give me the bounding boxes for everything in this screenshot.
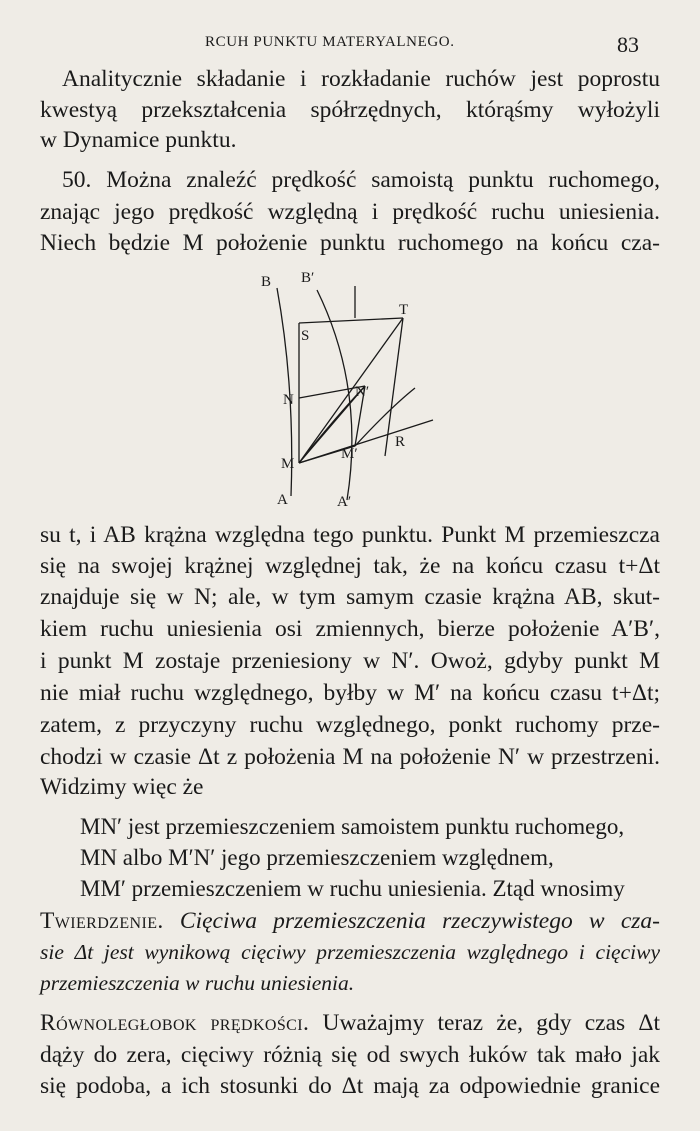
label-r: R bbox=[395, 434, 406, 450]
definition-line: MM′ przemieszczeniem w ruchu uniesienia. Ztąd wnosimy bbox=[80, 876, 625, 901]
label-n-prime: N′ bbox=[355, 384, 370, 400]
definition-line: MN albo M′N′ jego przemieszczeniem względnem, bbox=[80, 845, 554, 870]
theorem-line-2: sie Δt jest wynikową cięciwy przemieszczenia względnego i cięciwy bbox=[40, 940, 660, 964]
text-line: 50. Można znaleźć prędkość samoistą punktu ruchomego, bbox=[62, 167, 660, 193]
parallelogram-label: Równoległobok prędkości. bbox=[40, 1010, 310, 1036]
text-line: zatem, z przyczyny ruchu względnego, ponkt ruchomy prze- bbox=[40, 712, 660, 738]
theorem-label: Twierdzenie. bbox=[40, 908, 164, 934]
text-line: Analitycznie składanie i rozkładanie ruchów jest poprostu bbox=[62, 66, 660, 92]
label-a: A bbox=[277, 492, 288, 508]
line-s-t bbox=[299, 318, 403, 323]
text-line: Niech będzie M położenie punktu ruchomego na końcu cza- bbox=[40, 230, 660, 256]
theorem-text: Cięciwa przemieszczenia rzeczywistego w cza- bbox=[179, 908, 661, 934]
text-line: się na swojej krążnej względnej tak, że na końcu czasu t+Δt bbox=[40, 553, 660, 579]
label-n: N bbox=[283, 392, 294, 408]
parallelogram-text: Uważajmy teraz że, gdy czas Δt bbox=[322, 1010, 660, 1036]
label-b: B bbox=[261, 274, 272, 290]
label-s: S bbox=[301, 328, 310, 344]
text-line: kwestyą przekształcenia spółrzędnych, którąśmy wyłożyli bbox=[40, 97, 660, 123]
running-header bbox=[0, 34, 700, 58]
label-b-prime: B′ bbox=[301, 270, 315, 286]
text-line: nie miał ruchu względnego, byłby w M′ na końcu czasu t+Δt; bbox=[40, 680, 660, 706]
text-line: w Dynamice punktu. bbox=[40, 127, 237, 153]
text-line: chodzi w czasie Δt z położenia M na położenie N′ w przestrzeni. bbox=[40, 744, 660, 770]
label-t: T bbox=[399, 302, 409, 318]
label-m-prime: M′ bbox=[341, 446, 358, 462]
theorem-line-3: przemieszczenia w ruchu uniesienia. bbox=[40, 971, 355, 995]
text-line: znając jego prędkość względną i prędkość ruchu uniesienia. bbox=[40, 199, 660, 225]
page-number: 83 bbox=[617, 32, 639, 57]
text-line: i punkt M zostaje przeniesiony w N′. Owoż, gdyby punkt M bbox=[40, 648, 660, 674]
label-m: M bbox=[281, 456, 295, 472]
motion-diagram bbox=[255, 268, 455, 518]
label-a-prime: A′ bbox=[337, 494, 352, 510]
parallelogram-line-1 bbox=[40, 1008, 660, 1038]
theorem-line-1 bbox=[40, 906, 660, 936]
text-line: su t, i AB krążna względna tego punktu. Punkt M przemieszcza bbox=[40, 522, 660, 548]
running-title: RCUH PUNKTU MATERYALNEGO. bbox=[205, 34, 455, 50]
text-line: Widzimy więc że bbox=[40, 774, 204, 800]
text-line: się podoba, a ich stosunki do Δt mają za odpowiednie granice bbox=[40, 1073, 660, 1099]
definition-line: MN′ jest przemieszczeniem samoistem punktu ruchomego, bbox=[80, 814, 625, 839]
text-line: dąży do zera, cięciwy różnią się od swych łuków tak mało jak bbox=[40, 1042, 660, 1068]
diagram-svg bbox=[255, 268, 455, 518]
text-line: znajduje się w N; ale, w tym samym czasie krążna AB, skut- bbox=[40, 584, 660, 610]
text-line: kiem ruchu uniesienia osi zmiennych, bierze położenie A′B′, bbox=[40, 616, 660, 642]
